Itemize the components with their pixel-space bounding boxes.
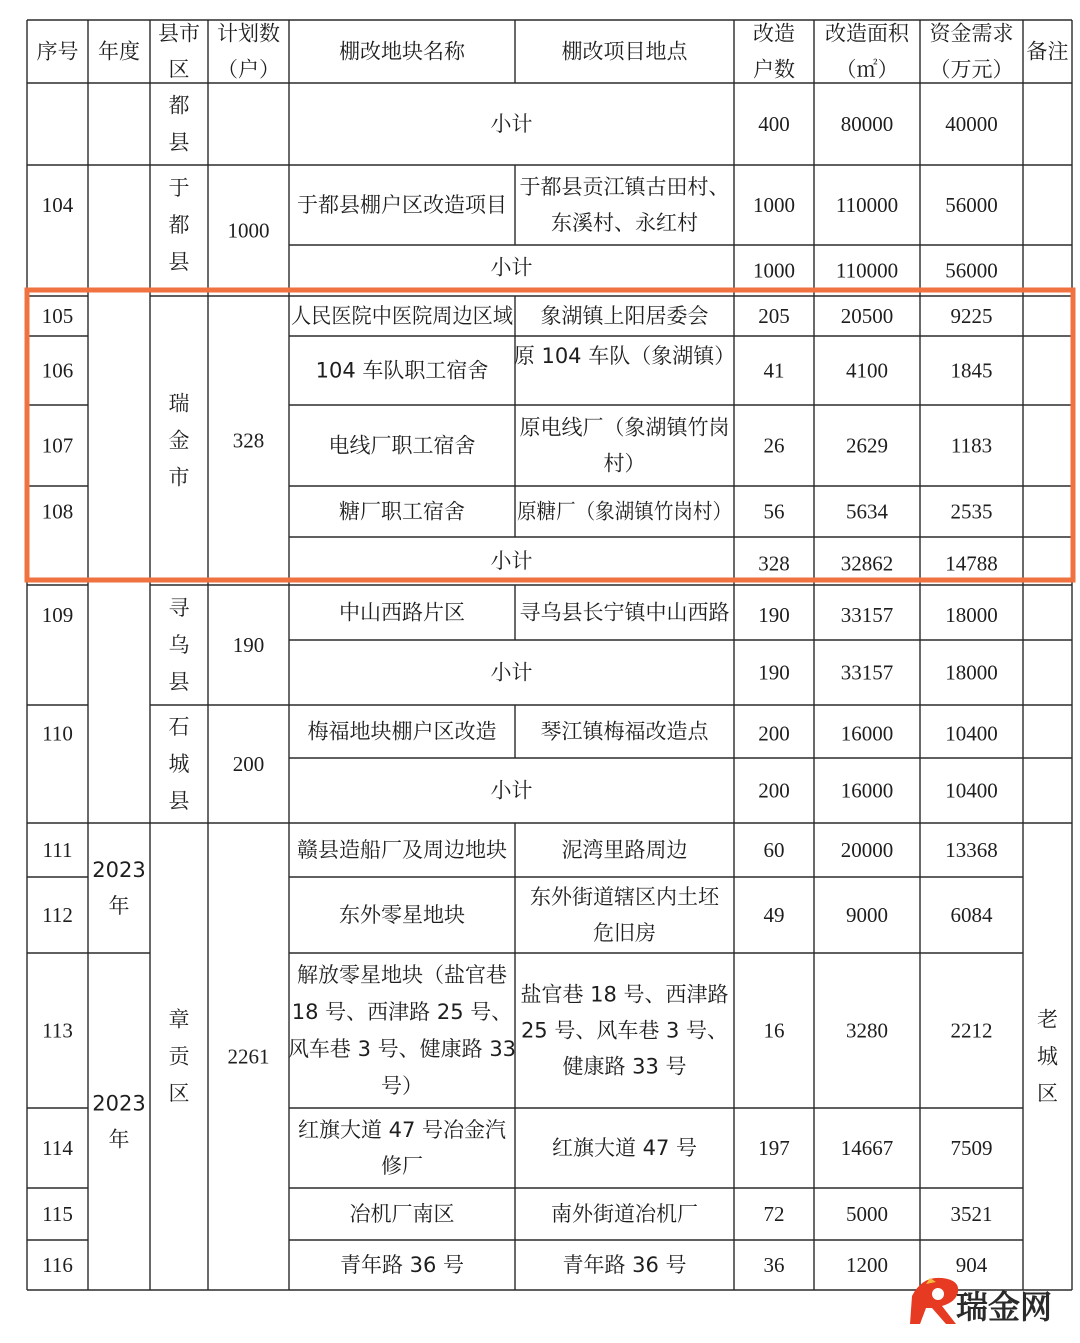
- column-header-text: 资金需求: [929, 21, 1014, 46]
- plan-households-text: 190: [232, 633, 265, 657]
- project-location: [514, 344, 735, 368]
- funds: [951, 304, 993, 328]
- plot-name-text: 风车巷 3 号、健康路 33: [287, 1037, 517, 1061]
- project-location-text: 危旧房: [593, 921, 656, 945]
- row-no: [42, 1202, 73, 1226]
- year-text: 年: [108, 894, 130, 918]
- project-location-text: 南外街道冶机厂: [551, 1202, 698, 1226]
- area-text: 5000: [846, 1202, 888, 1226]
- project-location-text: 原 104 车队（象湖镇）: [513, 344, 736, 368]
- area: [846, 500, 889, 524]
- plan-households: [233, 752, 265, 776]
- county-zhanggong-text: 区: [168, 1081, 190, 1106]
- subtotal-funds-text: 18000: [945, 660, 998, 685]
- area-text: 4100: [846, 358, 888, 383]
- county-yudu-text: 县: [168, 250, 190, 274]
- column-header-text: 改造面积: [825, 21, 909, 46]
- column-header: [37, 40, 79, 64]
- column-header: [562, 40, 689, 64]
- area: [841, 722, 894, 746]
- subtotal-households-text: 400: [758, 112, 790, 136]
- subtotal-label-text: 小计: [490, 549, 533, 573]
- plot-name-text: 糖厂职工宿舍: [339, 499, 465, 524]
- subtotal-households: [758, 552, 790, 576]
- subtotal-funds-text: 14788: [945, 551, 998, 576]
- plot-name-text: 人民医院中医院周边区域: [291, 304, 513, 328]
- households: [764, 1019, 785, 1043]
- households: [764, 903, 785, 927]
- county-shicheng-text: 县: [168, 789, 190, 813]
- column-header-text: 备注: [1026, 39, 1069, 64]
- plot-name-text: 修厂: [381, 1154, 423, 1178]
- subtotal-funds: [945, 552, 998, 576]
- row-no: [42, 722, 73, 746]
- table-cells: [37, 22, 1069, 1278]
- plot-name-text: 号）: [381, 1074, 423, 1098]
- households-text: 41: [763, 358, 785, 383]
- plan-households-text: 2261: [227, 1044, 270, 1069]
- area: [846, 1253, 888, 1277]
- project-location-text: 健康路 33 号: [562, 1054, 687, 1079]
- subtotal-households-text: 328: [758, 551, 790, 576]
- area: [846, 359, 888, 383]
- funds-text: 6084: [950, 903, 993, 927]
- subtotal-area: [841, 112, 894, 136]
- county-yudu-text: 于: [168, 176, 190, 200]
- plot-name-text: 18 号、西津路 25 号、: [291, 1000, 513, 1024]
- row-no: [42, 903, 73, 927]
- row-no-text: 109: [41, 603, 74, 627]
- column-header-text: 户数: [753, 57, 795, 82]
- funds: [951, 1136, 993, 1160]
- subtotal-label-text: 小计: [490, 778, 533, 803]
- households: [753, 193, 795, 217]
- plot-name: [316, 359, 489, 383]
- subtotal-funds: [945, 112, 998, 136]
- county-yudu: [169, 176, 190, 274]
- ruijin-logo-icon: [910, 1278, 958, 1324]
- area-text: 2629: [846, 433, 888, 458]
- subtotal-area: [841, 779, 894, 803]
- county-zhanggong-text: 章: [168, 1007, 190, 1032]
- subtotal-funds: [945, 661, 998, 685]
- plot-name-text: 赣县造船厂及周边地块: [297, 838, 507, 862]
- column-header-text: 县市: [158, 21, 200, 46]
- plot-name: [291, 304, 513, 328]
- row-no-text: 115: [42, 1202, 73, 1226]
- column-header-text: 计划数: [217, 21, 280, 46]
- year-text: 2023: [92, 858, 146, 882]
- row-no-text: 110: [42, 721, 73, 746]
- county-ruijin-text: 市: [168, 465, 190, 490]
- row-no-text: 111: [42, 838, 73, 862]
- area: [836, 193, 898, 217]
- project-location: [520, 983, 728, 1079]
- households: [758, 603, 790, 627]
- row-no-text: 113: [42, 1018, 73, 1043]
- project-location-text: 东溪村、永红村: [551, 211, 698, 235]
- households: [764, 434, 785, 458]
- subtotal-households-text: 200: [758, 778, 790, 803]
- households: [764, 1202, 785, 1226]
- subtotal-funds-text: 56000: [945, 258, 998, 283]
- column-header: [753, 22, 795, 82]
- row-no-text: 114: [42, 1136, 73, 1160]
- remark-text: 区: [1037, 1081, 1058, 1106]
- funds: [945, 603, 998, 627]
- subtotal-label: [491, 256, 533, 280]
- area-text: 20500: [840, 304, 894, 328]
- project-location-text: 琴江镇梅福改造点: [540, 719, 709, 744]
- funds: [951, 434, 992, 458]
- column-header-text: 年度: [98, 39, 140, 64]
- project-location-text: 泥湾里路周边: [561, 838, 688, 862]
- row-no-text: 107: [41, 433, 74, 458]
- plot-name: [350, 1202, 455, 1226]
- households: [758, 1136, 790, 1160]
- county-xunwu: [169, 596, 190, 694]
- project-location: [541, 304, 709, 328]
- funds: [956, 1253, 988, 1277]
- subtotal-area: [836, 259, 898, 283]
- county-zhanggong-text: 贡: [168, 1044, 190, 1069]
- plot-name-text: 于都县棚户区改造项目: [297, 193, 507, 217]
- project-location-text: 寻乌县长宁镇中山西路: [519, 600, 730, 625]
- subtotal-label: [491, 112, 533, 136]
- project-location: [520, 601, 730, 625]
- plot-name-text: 梅福地块棚户区改造: [307, 719, 497, 744]
- subtotal-label: [491, 661, 533, 685]
- funds-text: 1183: [950, 433, 993, 458]
- year-text: 2023: [92, 1091, 146, 1116]
- funds-text: 3521: [950, 1202, 993, 1226]
- project-location-text: 东外街道辖区内土坯: [530, 885, 719, 909]
- plan-households: [228, 1045, 270, 1069]
- project-location-text: 原电线厂（象湖镇竹岗: [519, 415, 730, 440]
- subtotal-funds: [945, 779, 998, 803]
- area: [846, 1019, 888, 1043]
- project-location-text: 于都县贡江镇古田村、: [519, 175, 730, 199]
- funds-text: 18000: [945, 603, 998, 627]
- project-location: [551, 1202, 698, 1226]
- row-no-text: 108: [41, 499, 74, 524]
- subtotal-label-text: 小计: [490, 112, 533, 136]
- county-shicheng-text: 城: [168, 752, 190, 776]
- county-yudu-text: 都: [168, 213, 190, 237]
- households-text: 72: [763, 1202, 785, 1226]
- households: [758, 722, 790, 746]
- funds-text: 2212: [950, 1018, 993, 1043]
- plan-households: [233, 633, 265, 657]
- project-location: [562, 1253, 686, 1277]
- households: [758, 304, 790, 328]
- project-location-text: 红旗大道 47 号: [551, 1136, 698, 1160]
- subtotal-households: [753, 259, 795, 283]
- subtotal-households-text: 1000: [753, 258, 795, 283]
- funds-text: 7509: [950, 1136, 993, 1160]
- column-header-text: （万元）: [929, 57, 1014, 82]
- subtotal-households: [758, 112, 790, 136]
- plot-name: [297, 193, 507, 217]
- county-yudu-cont: [169, 94, 190, 155]
- subtotal-label-text: 小计: [490, 255, 533, 280]
- plot-name: [329, 434, 476, 458]
- plot-name-text: 红旗大道 47 号冶金汽: [297, 1118, 507, 1142]
- funds: [951, 1202, 993, 1226]
- county-yudu-cont-text: 都: [168, 93, 190, 118]
- area-text: 33157: [840, 603, 894, 627]
- funds-text: 904: [955, 1253, 988, 1277]
- remark: [1037, 1008, 1058, 1106]
- plot-name-text: 104 车队职工宿舍: [315, 358, 489, 383]
- subtotal-label: [491, 779, 533, 803]
- remark-text: 城: [1037, 1044, 1058, 1069]
- plan-households: [233, 429, 265, 453]
- subtotal-area: [841, 661, 894, 685]
- area-text: 110000: [835, 193, 899, 217]
- households-text: 60: [763, 838, 785, 862]
- column-header-text: 棚改地块名称: [339, 39, 465, 64]
- row-no-text: 105: [41, 304, 74, 328]
- plot-name: [298, 1118, 506, 1178]
- area: [846, 434, 888, 458]
- row-no-text: 112: [42, 903, 73, 927]
- row-no: [42, 1253, 73, 1277]
- subtotal-funds-text: 40000: [945, 112, 998, 136]
- area-text: 16000: [840, 721, 894, 746]
- column-header: [217, 22, 280, 82]
- households-text: 36: [763, 1253, 785, 1277]
- subtotal-households-text: 190: [758, 660, 790, 685]
- column-header: [930, 22, 1014, 82]
- project-location: [517, 500, 732, 524]
- households-text: 49: [763, 903, 785, 927]
- year: [92, 858, 145, 918]
- county-ruijin: [169, 392, 190, 490]
- households: [764, 500, 785, 524]
- column-header-text: 区: [168, 57, 190, 82]
- county-ruijin-text: 金: [168, 428, 190, 453]
- households: [764, 359, 785, 383]
- funds: [945, 193, 998, 217]
- area: [841, 838, 894, 862]
- funds-text: 10400: [945, 721, 998, 746]
- row-no: [42, 304, 74, 328]
- area: [841, 1136, 894, 1160]
- funds: [951, 1019, 993, 1043]
- funds: [951, 359, 993, 383]
- project-location-text: 原糖厂（象湖镇竹岗村）: [517, 499, 732, 524]
- subtotal-area-text: 16000: [840, 778, 894, 803]
- area-text: 14667: [840, 1136, 894, 1160]
- plot-name: [340, 1253, 464, 1277]
- column-header-text: 改造: [753, 21, 795, 46]
- row-no: [42, 500, 74, 524]
- area-text: 3280: [846, 1018, 888, 1043]
- project-location-text: 象湖镇上阳居委会: [540, 304, 709, 328]
- subtotal-area-text: 33157: [840, 660, 894, 685]
- subtotal-funds-text: 10400: [945, 778, 998, 803]
- households-text: 1000: [753, 193, 795, 217]
- column-header: [339, 40, 466, 64]
- county-zhanggong: [169, 1008, 192, 1106]
- plot-name: [339, 500, 465, 524]
- row-no: [42, 1019, 73, 1043]
- plot-name: [339, 903, 465, 927]
- plot-name-text: 电线厂职工宿舍: [328, 433, 476, 458]
- households-text: 197: [758, 1136, 790, 1160]
- county-xunwu-text: 乌: [168, 633, 190, 657]
- row-no: [42, 193, 74, 217]
- area-text: 20000: [840, 838, 894, 862]
- subtotal-area-text: 80000: [840, 112, 894, 136]
- project-location-text: 村）: [603, 451, 646, 476]
- row-no: [42, 603, 74, 627]
- area: [846, 1202, 888, 1226]
- watermark-text: 瑞金网: [956, 1288, 1053, 1326]
- column-header: [98, 40, 140, 64]
- funds-text: 1845: [950, 358, 993, 383]
- remark-text: 老: [1037, 1007, 1058, 1032]
- plot-name-text: 解放零星地块（盐官巷: [297, 963, 507, 987]
- plot-name-text: 青年路 36 号: [339, 1253, 465, 1277]
- households-text: 16: [763, 1018, 785, 1043]
- households-text: 205: [758, 304, 790, 328]
- row-no-text: 104: [41, 193, 74, 217]
- county-xunwu-text: 寻: [168, 596, 190, 620]
- plan-households-text: 200: [232, 752, 265, 776]
- subtotal-area-text: 110000: [835, 258, 899, 283]
- year: [92, 1092, 145, 1152]
- plot-name-text: 冶机厂南区: [349, 1202, 455, 1226]
- column-header-text: 序号: [36, 39, 79, 64]
- project-location: [520, 416, 730, 476]
- households-text: 190: [758, 603, 790, 627]
- funds: [945, 838, 998, 862]
- households: [764, 1253, 785, 1277]
- county-shicheng: [169, 715, 190, 813]
- county-ruijin-text: 瑞: [168, 391, 190, 416]
- households-text: 26: [763, 433, 785, 458]
- county-shicheng-text: 石: [168, 715, 190, 739]
- subtotal-label-text: 小计: [490, 660, 533, 685]
- project-location-text: 盐官巷 18 号、西津路: [520, 982, 729, 1007]
- project-location: [541, 720, 710, 744]
- column-header-text: 棚改项目地点: [561, 39, 688, 64]
- project-location-text: 青年路 36 号: [562, 1253, 687, 1277]
- subtotal-funds: [945, 259, 998, 283]
- plan-households-text: 328: [232, 428, 265, 453]
- column-header: [1027, 40, 1069, 64]
- row-no: [42, 1136, 73, 1160]
- column-header-text: （户）: [217, 57, 280, 82]
- households: [764, 838, 785, 862]
- subtotal-households: [758, 779, 790, 803]
- area: [841, 304, 894, 328]
- funds-text: 9225: [950, 304, 993, 328]
- subtotal-area-text: 32862: [840, 551, 894, 576]
- column-header: [825, 22, 910, 82]
- county-yudu-cont-text: 县: [168, 130, 190, 155]
- area: [846, 903, 888, 927]
- column-header: [158, 22, 200, 82]
- row-no: [42, 434, 74, 458]
- project-location: [530, 885, 720, 945]
- households-text: 200: [758, 721, 790, 746]
- project-location-text: 25 号、风车巷 3 号、: [520, 1018, 729, 1043]
- area-text: 1200: [846, 1253, 888, 1277]
- funds: [951, 500, 993, 524]
- plot-name: [288, 963, 516, 1098]
- watermark: [910, 1278, 1052, 1326]
- subtotal-area: [841, 552, 894, 576]
- plot-name: [308, 720, 497, 744]
- row-no-text: 106: [41, 358, 74, 383]
- column-header-text: （㎡）: [835, 57, 899, 82]
- households-text: 56: [763, 499, 785, 524]
- county-xunwu-text: 县: [168, 670, 190, 694]
- plot-name-text: 中山西路片区: [339, 600, 465, 625]
- project-location: [562, 838, 688, 862]
- plot-name: [297, 838, 507, 862]
- plot-name: [339, 601, 465, 625]
- plan-households: [228, 219, 270, 243]
- area-text: 9000: [846, 903, 888, 927]
- funds-text: 56000: [945, 193, 998, 217]
- area-text: 5634: [846, 499, 888, 524]
- plan-households-text: 1000: [227, 218, 270, 243]
- plot-name-text: 东外零星地块: [339, 903, 465, 927]
- project-location: [552, 1136, 697, 1160]
- funds: [945, 722, 998, 746]
- funds-text: 2535: [950, 499, 993, 524]
- year-text: 年: [108, 1127, 130, 1152]
- row-no-text: 116: [42, 1253, 73, 1277]
- row-no: [42, 359, 74, 383]
- area: [841, 603, 894, 627]
- subtotal-label: [491, 549, 533, 573]
- funds: [951, 903, 994, 927]
- subtotal-households: [758, 661, 790, 685]
- row-no: [43, 838, 73, 862]
- funds-text: 13368: [945, 838, 998, 862]
- project-location: [520, 175, 730, 235]
